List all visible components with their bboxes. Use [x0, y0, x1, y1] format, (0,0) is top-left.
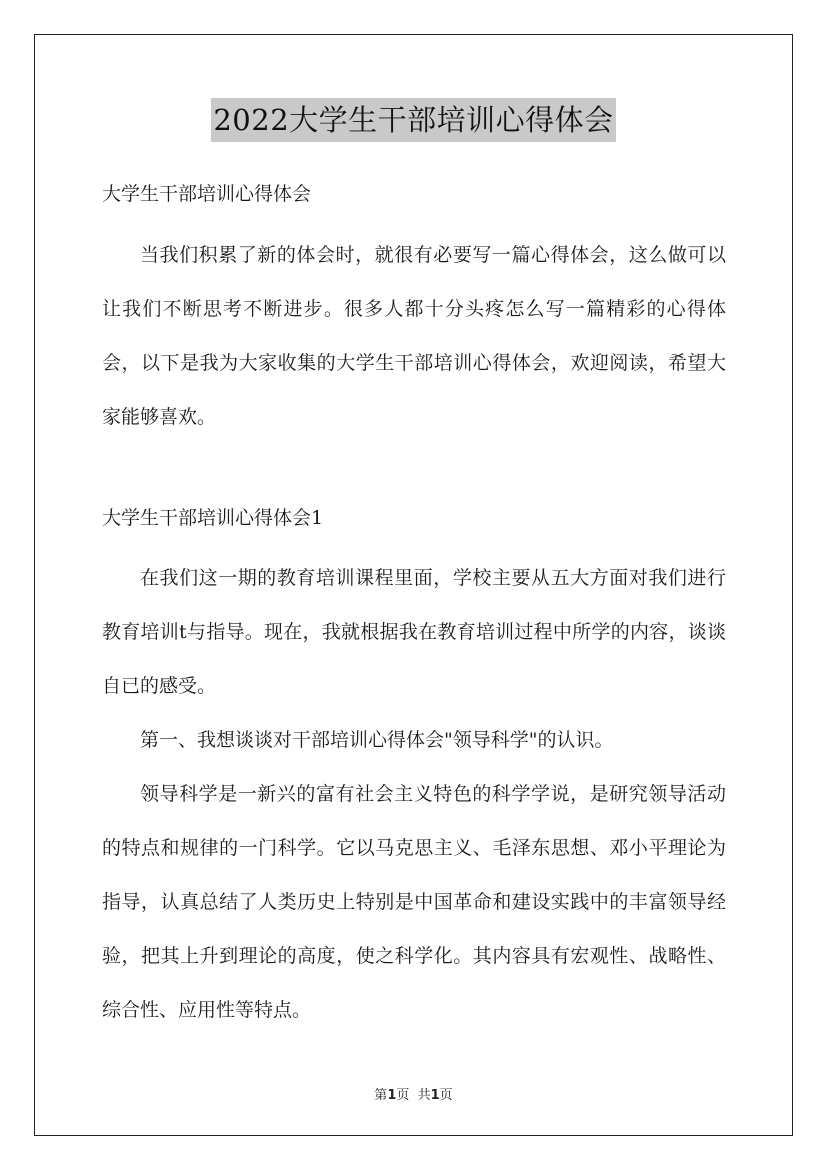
footer-middle: 页 共 — [396, 1088, 431, 1103]
page-footer — [0, 1084, 827, 1103]
paragraph-3: 领导科学是一新兴的富有社会主义特色的科学学说，是研究领导活动的特点和规律的一门科学。它以马克思主义、毛泽东思想、邓小平理论为指导，认真总结了人类历史上特别是中国革命和建设实践中的丰富领导经验，把其上升到理论的高度，使之科学化。其内容具有宏观性、战略性、综合性、应用性等特点。 — [102, 783, 726, 1021]
footer-total-pages: 1 — [430, 1088, 440, 1103]
footer-prefix: 第 — [374, 1088, 388, 1103]
title-container — [0, 98, 827, 142]
footer-page-number: 1 — [387, 1088, 397, 1103]
section-heading-block — [102, 502, 726, 534]
intro-block — [102, 228, 726, 444]
footer-suffix: 页 — [439, 1088, 453, 1103]
subtitle-block — [102, 178, 726, 210]
content-block — [102, 551, 726, 1037]
paragraph-1: 在我们这一期的教育培训课程里面，学校主要从五大方面对我们进行教育培训t与指导。现在，我就根据我在教育培训过程中所学的内容，谈谈自已的感受。 — [102, 567, 726, 697]
paragraph-2: 第一、我想谈谈对干部培训心得体会"领导科学"的认识。 — [140, 729, 614, 751]
section-heading: 大学生干部培训心得体会1 — [102, 507, 324, 529]
intro-paragraph: 当我们积累了新的体会时，就很有必要写一篇心得体会，这么做可以让我们不断思考不断进步。很多人都十分头疼怎么写一篇精彩的心得体会，以下是我为大家收集的大学生干部培训心得体会，欢迎阅读，希望大家能够喜欢。 — [102, 244, 726, 428]
subtitle: 大学生干部培训心得体会 — [102, 183, 312, 205]
document-title: 2022大学生干部培训心得体会 — [211, 98, 615, 142]
